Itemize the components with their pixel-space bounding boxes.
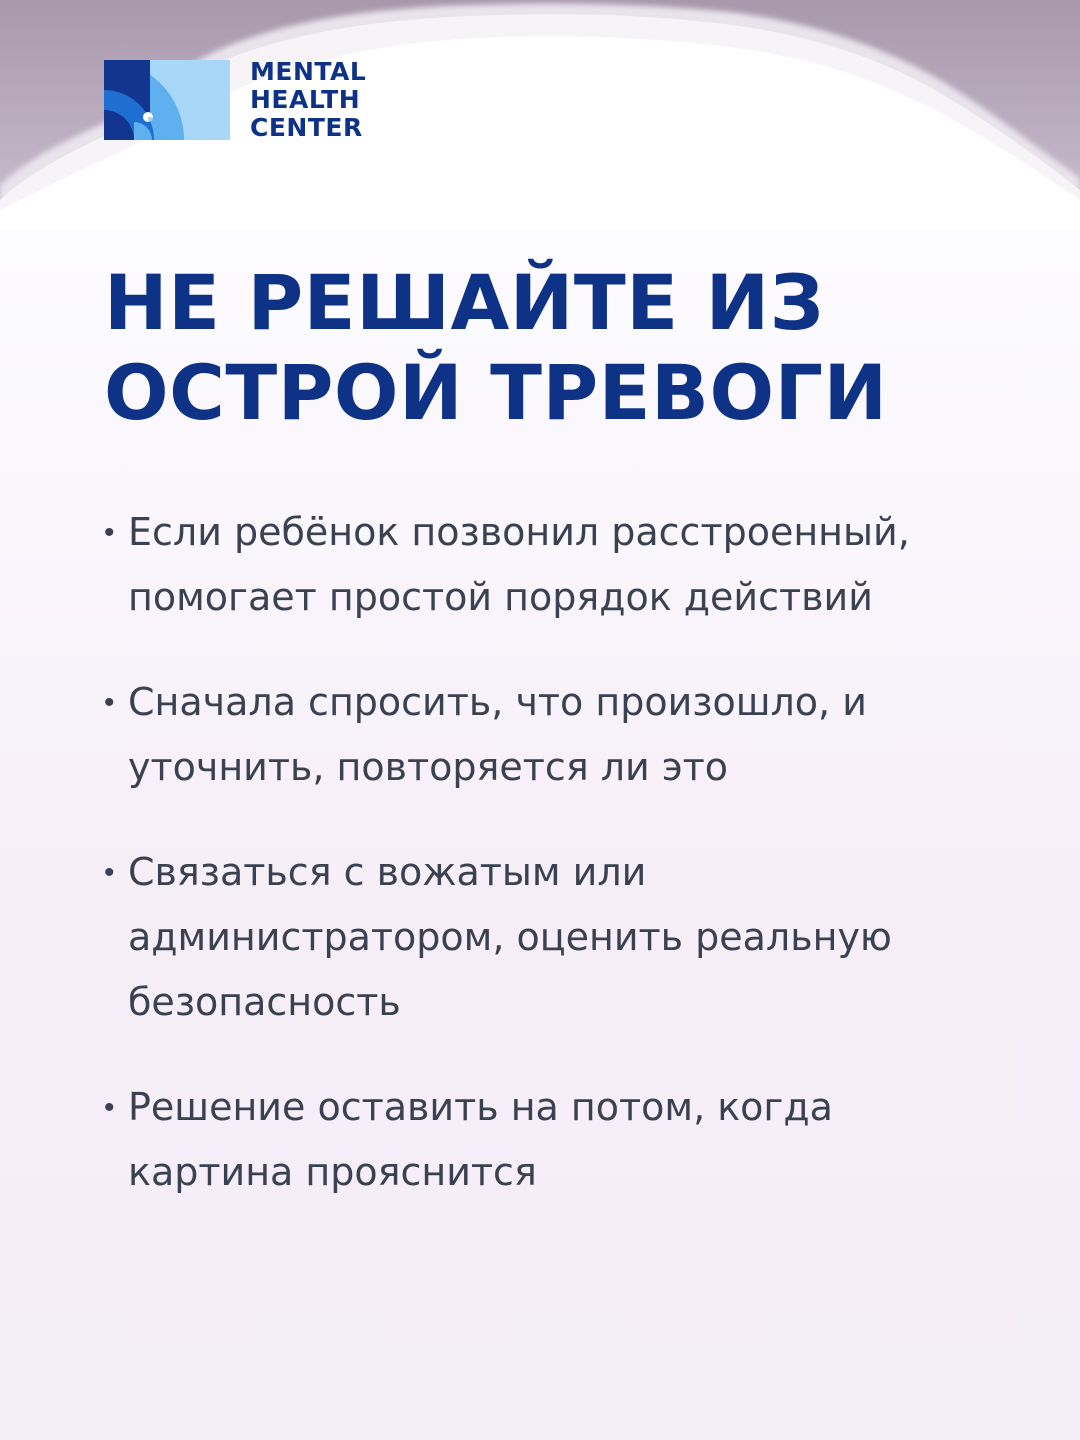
list-item	[104, 840, 1004, 1035]
quarter-circle-spiral-logo-icon	[104, 60, 230, 140]
brand-name-line-1: MENTAL	[250, 57, 367, 86]
list-item-line: уточнить, повторяется ли это	[128, 745, 729, 789]
page-title-line-1: НЕ РЕШАЙТЕ ИЗ	[104, 258, 825, 347]
list-item-line: Если ребёнок позвонил расстроенный,	[128, 510, 910, 554]
list-item-text	[128, 840, 892, 1035]
list-item-line: Решение оставить на потом, когда	[128, 1085, 833, 1129]
bullet-icon: •	[104, 1091, 115, 1124]
brand-name-line-2: HEALTH	[250, 85, 361, 114]
bullet-icon: •	[104, 686, 115, 719]
list-item-text	[128, 1075, 833, 1205]
brand-name	[250, 58, 366, 142]
list-item-line: безопасность	[128, 980, 401, 1024]
page-title-line-2: ОСТРОЙ ТРЕВОГИ	[104, 348, 888, 437]
brand-logo	[104, 58, 366, 142]
list-item	[104, 500, 1004, 630]
list-item-line: Связаться с вожатым или	[128, 850, 647, 894]
list-item	[104, 670, 1004, 800]
bullet-icon: •	[104, 516, 115, 549]
list-item-line: помогает простой порядок действий	[128, 575, 873, 619]
list-item-line: Сначала спросить, что произошло, и	[128, 680, 867, 724]
list-item-line: администратором, оценить реальную	[128, 915, 892, 959]
list-item-text	[128, 500, 910, 630]
page-title	[104, 258, 888, 438]
list-item	[104, 1075, 1004, 1205]
brand-name-line-3: CENTER	[250, 113, 363, 142]
advice-list	[104, 500, 1004, 1245]
list-item-line: картина прояснится	[128, 1150, 537, 1194]
bullet-icon: •	[104, 856, 115, 889]
list-item-text	[128, 670, 867, 800]
